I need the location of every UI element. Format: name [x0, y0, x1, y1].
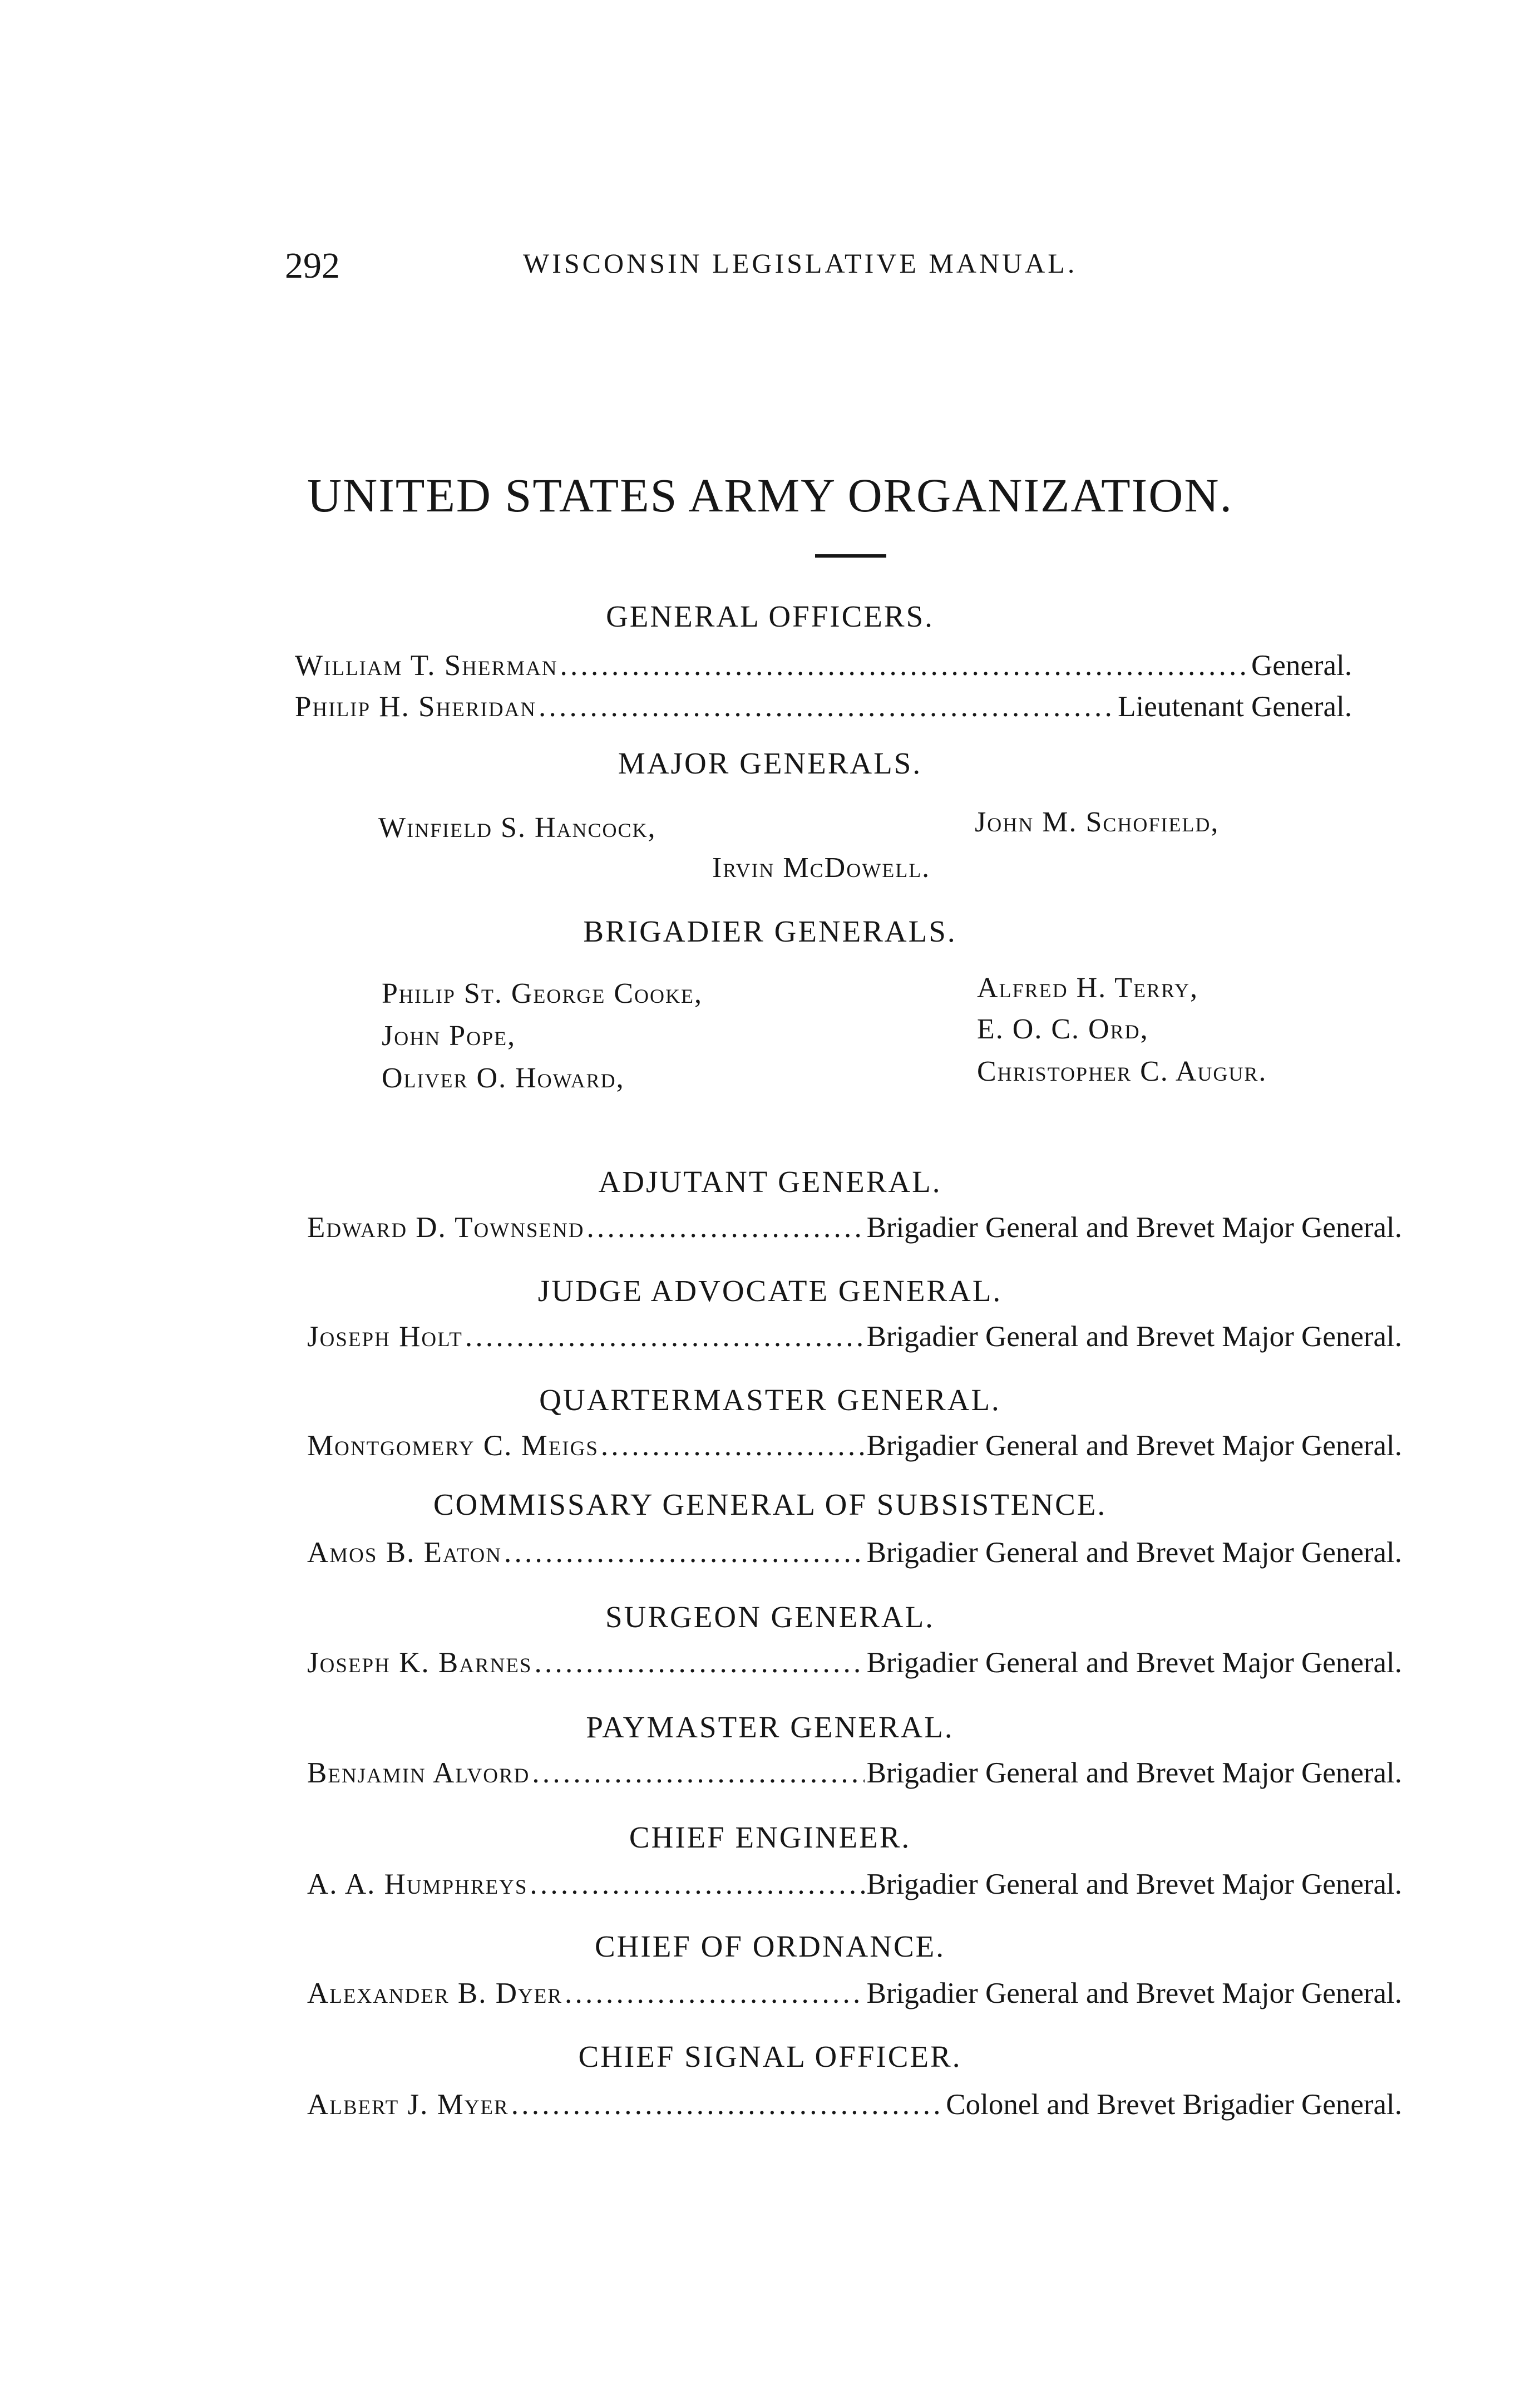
section-heading-judge-advocate-general: JUDGE ADVOCATE GENERAL. [537, 1274, 1003, 1308]
dot-leader [535, 1646, 865, 1679]
brigadier-general-name: E. O. C. Ord, [977, 1013, 1149, 1045]
brigadier-general-name: Alfred H. Terry, [977, 972, 1198, 1004]
section-heading-paymaster-general: PAYMASTER GENERAL. [586, 1710, 954, 1744]
officer-name: A. A. Humphreys [307, 1868, 528, 1900]
officer-name: William T. Sherman [295, 649, 558, 682]
dot-leader [601, 1429, 865, 1462]
section-heading-chief-signal-officer: CHIEF SIGNAL OFFICER. [578, 2040, 962, 2073]
officer-rank: Brigadier General and Brevet Major General. [866, 1321, 1402, 1353]
officer-name: Philip H. Sheridan [295, 691, 537, 723]
office-entry [307, 1320, 1402, 1353]
section-heading-chief-engineer: CHIEF ENGINEER. [629, 1820, 911, 1854]
major-general-name: Winfield S. Hancock, [378, 812, 657, 844]
section-heading-major-generals: MAJOR GENERALS. [618, 746, 922, 780]
major-general-name: Irvin McDowell. [712, 852, 931, 884]
section-heading-general-officers: GENERAL OFFICERS. [606, 599, 934, 633]
office-entry [307, 1646, 1402, 1679]
dot-leader [586, 1211, 864, 1244]
office-entry [307, 1536, 1402, 1569]
dot-leader [539, 690, 1115, 723]
dot-leader [530, 1868, 864, 1901]
office-entry [307, 1977, 1402, 2010]
officer-rank: Brigadier General and Brevet Major General. [866, 1977, 1402, 2009]
running-head: WISCONSIN LEGISLATIVE MANUAL. [523, 248, 1078, 279]
officer-rank: Lieutenant General. [1118, 691, 1352, 723]
officer-name: Joseph Holt [307, 1321, 463, 1353]
officer-name: Amos B. Eaton [307, 1536, 502, 1569]
officer-rank: Brigadier General and Brevet Major General. [866, 1536, 1402, 1569]
officer-name: Alexander B. Dyer [307, 1977, 563, 2009]
dot-leader [565, 1977, 865, 2010]
brigadier-general-name: Christopher C. Augur. [977, 1056, 1267, 1087]
officer-rank: Brigadier General and Brevet Major General. [866, 1211, 1402, 1244]
title-rule [815, 554, 886, 558]
officer-rank: General. [1251, 649, 1352, 682]
office-entry [307, 1756, 1402, 1790]
section-heading-commissary-general: COMMISSARY GENERAL OF SUBSISTENCE. [433, 1487, 1107, 1521]
officer-rank: Brigadier General and Brevet Major General. [866, 1430, 1402, 1462]
officer-name: Edward D. Townsend [307, 1211, 585, 1244]
dot-leader [532, 1756, 864, 1790]
officer-rank: Brigadier General and Brevet Major General. [866, 1757, 1402, 1789]
page-number: 292 [285, 245, 340, 286]
section-heading-brigadier-generals: BRIGADIER GENERALS. [583, 914, 957, 948]
officer-rank: Brigadier General and Brevet Major General. [866, 1868, 1402, 1900]
dot-leader [511, 2088, 944, 2121]
office-entry [307, 1429, 1402, 1462]
officer-name: Benjamin Alvord [307, 1757, 530, 1789]
officer-name: Albert J. Myer [307, 2088, 509, 2121]
officer-rank: Colonel and Brevet Brigadier General. [946, 2088, 1402, 2121]
dot-leader [465, 1320, 865, 1353]
section-heading-quartermaster-general: QUARTERMASTER GENERAL. [539, 1383, 1001, 1417]
page-title: UNITED STATES ARMY ORGANIZATION. [307, 469, 1233, 522]
dot-leader [560, 649, 1249, 682]
section-heading-surgeon-general: SURGEON GENERAL. [605, 1600, 935, 1634]
dot-leader [504, 1536, 865, 1569]
section-heading-adjutant-general: ADJUTANT GENERAL. [598, 1165, 942, 1199]
office-entry [307, 1868, 1402, 1901]
brigadier-general-name: Oliver O. Howard, [382, 1062, 625, 1094]
officer-entry [295, 690, 1352, 723]
officer-entry [295, 649, 1352, 682]
officer-name: Joseph K. Barnes [307, 1647, 532, 1679]
major-general-name: John M. Schofield, [975, 806, 1220, 838]
officer-rank: Brigadier General and Brevet Major General. [866, 1647, 1402, 1679]
brigadier-general-name: John Pope, [382, 1020, 516, 1052]
brigadier-general-name: Philip St. George Cooke, [382, 978, 703, 1009]
section-heading-chief-of-ordnance: CHIEF OF ORDNANCE. [594, 1929, 946, 1963]
office-entry [307, 2088, 1402, 2121]
officer-name: Montgomery C. Meigs [307, 1430, 599, 1462]
office-entry [307, 1211, 1402, 1244]
